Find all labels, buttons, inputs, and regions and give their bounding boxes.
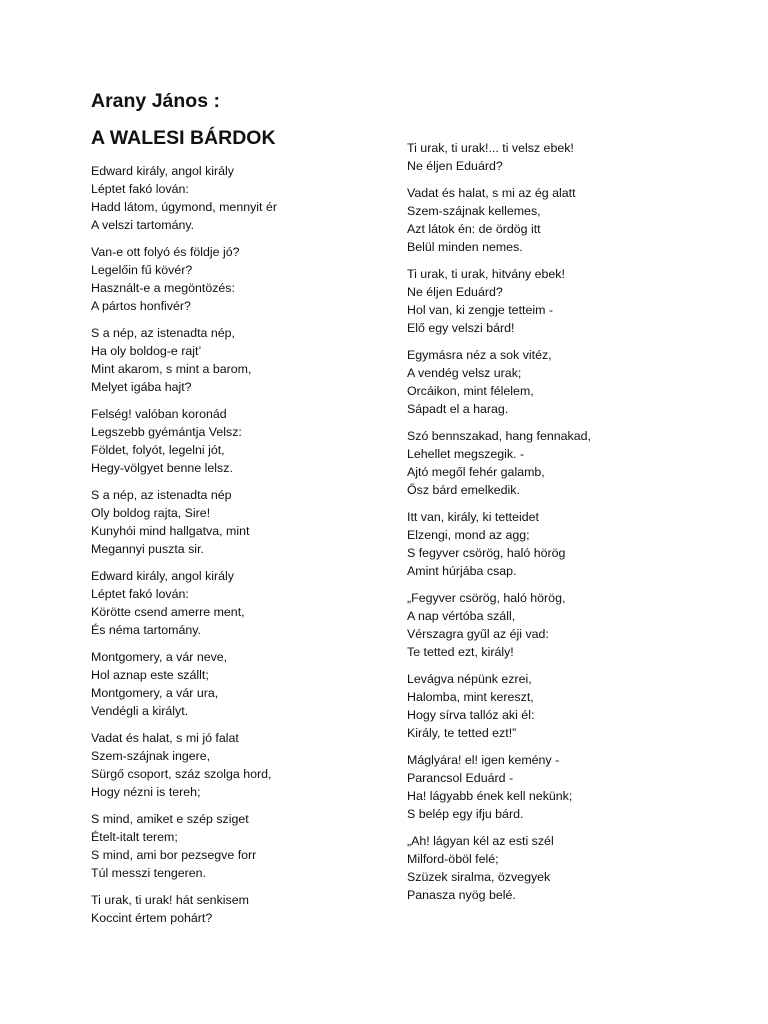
poem-author: Arany János : (91, 90, 220, 112)
stanza (91, 487, 391, 559)
poem-line: Legelőin fű kövér? (91, 262, 193, 277)
poem-line: Ti urak, ti urak! hát senkisem (91, 893, 249, 908)
poem-line: Edward király, angol király (91, 164, 235, 178)
poem-line: A pártos honfivér? (91, 298, 191, 313)
stanza (407, 428, 707, 500)
stanza (91, 811, 391, 883)
stanza (91, 568, 391, 640)
stanza (91, 325, 391, 397)
stanza (407, 266, 707, 338)
poem-line: Hogy sírva tallóz aki él: (407, 708, 535, 723)
stanza (407, 752, 707, 824)
poem-line: Léptet fakó lován: (91, 586, 189, 601)
poem-title: A WALESI BÁRDOK (91, 127, 276, 149)
stanza (91, 406, 391, 478)
poem-line: Melyet igába hajt? (91, 379, 192, 394)
poem-line: Szüzek siralma, özvegyek (407, 870, 551, 885)
poem-line: Ne éljen Eduárd? (407, 158, 503, 173)
poem-line: Hol aznap este szállt; (91, 668, 209, 682)
poem-line: Kunyhói mind hallgatva, mint (91, 523, 250, 538)
poem-line: Edward király, angol király (91, 569, 235, 584)
poem-line: Sápadt el a harag. (407, 401, 509, 416)
poem-line: Ne éljen Eduárd? (407, 285, 503, 300)
stanza (407, 140, 707, 176)
poem-line: Hadd látom, úgymond, mennyit ér (91, 199, 277, 214)
stanza (407, 347, 707, 419)
poem-column-right (407, 140, 707, 914)
poem-line: Ti urak, ti urak!... ti velsz ebek! (407, 141, 574, 155)
poem-line: Milford-öböl felé; (407, 852, 499, 867)
poem-line: Itt van, király, ki tetteidet (407, 510, 539, 525)
stanza (91, 244, 391, 316)
poem-line: Túl messzi tengeren. (91, 865, 207, 880)
poem-line: Szem-szájnak ingere, (91, 749, 211, 764)
poem-line: Szem-szájnak kellemes, (407, 204, 541, 219)
poem-line: Sürgő csoport, száz szolga hord, (91, 766, 272, 781)
poem-line: S a nép, az istenadta nép, (91, 326, 235, 341)
poem-line: Van-e ott folyó és földje jó? (91, 245, 240, 260)
poem-line: Vadat és halat, s mi az ég alatt (407, 186, 576, 201)
poem-line: Király, te tetted ezt!” (407, 726, 517, 741)
stanza (91, 892, 391, 928)
poem-line: S a nép, az istenadta nép (91, 488, 232, 503)
poem-line: Hogy nézni is tereh; (91, 784, 201, 799)
stanza (407, 671, 707, 743)
poem-line: A vendég velsz urak; (407, 366, 522, 381)
poem-line: Mint akarom, s mint a barom, (91, 361, 252, 376)
stanza (91, 730, 391, 802)
poem-line: Te tetted ezt, király! (407, 645, 514, 659)
poem-line: Orcáikon, mint félelem, (407, 384, 534, 399)
poem-line: Egymásra néz a sok vitéz, (407, 348, 552, 363)
stanza (407, 590, 707, 662)
poem-line: Elő egy velszi bárd! (407, 320, 515, 335)
poem-line: Azt látok én: de ördög itt (407, 222, 541, 237)
poem-line: Körötte csend amerre ment, (91, 604, 245, 619)
poem-line: S fegyver csörög, haló hörög (407, 546, 566, 561)
poem-line: Oly boldog rajta, Sire! (91, 505, 211, 520)
poem-line: Koccint értem pohárt? (91, 911, 213, 926)
poem-line: S mind, amiket e szép sziget (91, 812, 249, 827)
poem-line: Léptet fakó lován: (91, 181, 189, 196)
poem-line: Használt-e a megöntözés: (91, 280, 235, 295)
poem-line: Ősz bárd emelkedik. (407, 482, 520, 497)
poem-line: A nap vértóba száll, (407, 609, 516, 624)
poem-line: Levágva népünk ezrei, (407, 672, 532, 687)
poem-line: Földet, folyót, legelni jót, (91, 442, 225, 457)
poem-line: Ajtó megől fehér galamb, (407, 465, 545, 480)
poem-line: Lehellet megszegik. - (407, 447, 525, 462)
poem-line: Ha oly boldog-e rajt’ (91, 343, 202, 358)
poem-line: Felség! valóban koronád (91, 407, 227, 422)
poem-line: Hegy-völgyet benne lelsz. (91, 460, 233, 475)
poem-line: Ti urak, ti urak, hitvány ebek! (407, 267, 565, 282)
poem-line: „Ah! lágyan kél az esti szél (407, 834, 554, 849)
poem-line: Elzengi, mond az agg; (407, 528, 530, 543)
poem-line: Szó bennszakad, hang fennakad, (407, 429, 591, 444)
poem-line: Máglyára! el! igen kemény - (407, 753, 560, 768)
poem-line: Panasza nyög belé. (407, 888, 516, 903)
poem-line: Amint húrjába csap. (407, 563, 517, 578)
poem-line: Halomba, mint kereszt, (407, 690, 534, 705)
poem-line: Vadat és halat, s mi jó falat (91, 731, 239, 746)
poem-line: Ha! lágyabb ének kell nekünk; (407, 789, 573, 804)
poem-column-left (91, 163, 391, 937)
poem-line: A velszi tartomány. (91, 217, 195, 232)
poem-line: Hol van, ki zengje tetteim - (407, 303, 553, 318)
stanza (91, 163, 391, 235)
poem-line: „Fegyver csörög, haló hörög, (407, 591, 566, 606)
poem-line: Parancsol Eduárd - (407, 771, 514, 786)
poem-line: És néma tartomány. (91, 622, 201, 637)
poem-line: Ételt-italt terem; (91, 830, 178, 845)
stanza (407, 833, 707, 905)
poem-line: Montgomery, a vár ura, (91, 685, 219, 700)
poem-line: S belép egy ifju bárd. (407, 807, 524, 822)
poem-line: S mind, ami bor pezsegve forr (91, 847, 257, 862)
poem-line: Megannyi puszta sir. (91, 541, 204, 556)
poem-line: Vendégli a királyt. (91, 703, 189, 718)
stanza (407, 185, 707, 257)
stanza (407, 509, 707, 581)
stanza (91, 649, 391, 721)
poem-line: Vérszagra gyűl az éji vad: (407, 627, 549, 642)
poem-line: Belül minden nemes. (407, 239, 523, 254)
poem-line: Legszebb gyémántja Velsz: (91, 424, 242, 439)
poem-line: Montgomery, a vár neve, (91, 650, 228, 665)
